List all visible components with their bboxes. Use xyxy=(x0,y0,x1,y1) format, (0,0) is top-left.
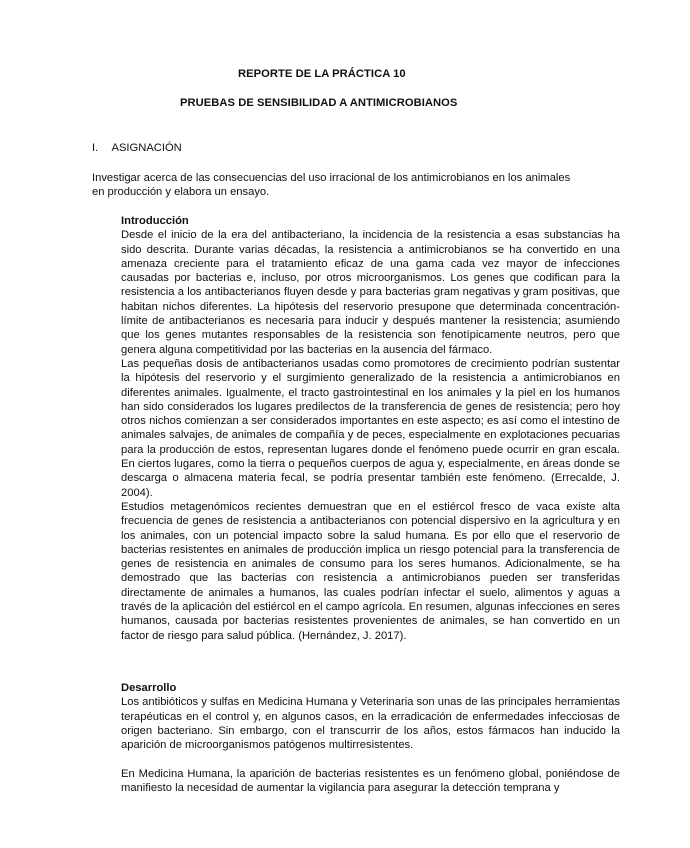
report-title: REPORTE DE LA PRÁCTICA 10 xyxy=(238,68,406,80)
introduccion-paragraph: Las pequeñas dosis de antibacterianos usadas como promotores de crecimiento podrían sustentar la hipótesis del reservorio y el surgimiento generalizado de la resistencia a antimicrobianos en diferentes animales. Igualmente, el tracto gastrointestinal en los animales y la piel en los humanos han sido considerados los lugares predilectos de la transferencia de genes de resistencia; pero hoy otros nichos comienzan a ser considerados importantes en este aspecto; es así como el intestino de animales salvajes, de animales de compañía y de peces, especialmente en explotaciones pecuarias para la producción de estos, representan lugares donde el fenómeno puede ocurrir en gran escala. En ciertos lugares, como la tierra o pequeños cuerpos de agua y, especialmente, en áreas donde se descarga o almacena materia fecal, se podría presentar también este fenómeno. (Errecalde, J. 2004). xyxy=(121,357,620,499)
desarrollo-heading: Desarrollo xyxy=(121,682,177,694)
introduccion-heading: Introducción xyxy=(121,215,189,227)
desarrollo-paragraph: Los antibióticos y sulfas en Medicina Humana y Veterinaria son unas de las principales herramientas terapéuticas en el control y, en algunos casos, en la erradicación de enfermedades infecciosas de origen bacteriano. Sin embargo, con el transcurrir de los años, estos fármacos han inducido la aparición de microorganismos patógenos multirresistentes. xyxy=(121,696,620,752)
introduccion-paragraph: Desde el inicio de la era del antibacteriano, la incidencia de la resistencia a esas substancias ha sido descrita. Durante varias décadas, la resistencia a antimicrobianos se ha convertido en una amenaza creciente para el tratamiento eficaz de una gama cada vez mayor de infecciones causadas por bacterias e, incluso, por otros microorganismos. Los genes que codifican para la resistencia a los antibacterianos fluyen desde y para bacterias gram negativas y gram positivas, que habitan nichos diferentes. La hipótesis del reservorio presupone que determinada concentración-límite de antibacterianos es necesaria para inducir y después mantener la resistencia; asumiendo que los genes mutantes responsables de la resistencia son fenotípicamente neutros, pero que genera alguna competitividad por las bacterias en la ausencia del fármaco. xyxy=(121,229,620,356)
desarrollo-paragraph: En Medicina Humana, la aparición de bacterias resistentes es un fenómeno global, poniéndose de manifiesto la necesidad de aumentar la vigilancia para asegurar la detección temprana y xyxy=(121,767,620,795)
section-number: I. xyxy=(92,142,99,154)
desarrollo-section xyxy=(121,681,620,795)
paragraph-gap xyxy=(121,752,620,766)
section-heading xyxy=(92,142,182,154)
section-title: ASIGNACIÓN xyxy=(111,142,182,154)
assignment-text: Investigar acerca de las consecuencias del uso irracional de los antimicrobianos en los animales en producción y elabora un ensayo. xyxy=(92,172,571,199)
report-subtitle: PRUEBAS DE SENSIBILIDAD A ANTIMICROBIANOS xyxy=(180,97,458,109)
introduccion-section xyxy=(121,214,620,643)
introduccion-paragraph: Estudios metagenómicos recientes demuestran que en el estiércol fresco de vaca existe alta frecuencia de genes de resistencia a antibacterianos con potencial dispersivo en la agricultura y en los animales, con un potencial impacto sobre la salud humana. Es por ello que el reservorio de bacterias resistentes en animales de producción implica un riesgo potencial para la transferencia de genes de resistencia en animales de consumo para los seres humanos. Adicionalmente, se ha demostrado que las bacterias con resistencia a antimicrobianos pueden ser transferidas directamente de animales a humanos, las cuales podrían infectar el suelo, alimentos y aguas a través de la aplicación del estiércol en el campo agrícola. En resumen, algunas infecciones en seres humanos, causada por bacterias resistentes provenientes de animales, se han convertido en un factor de riesgo para salud pública. (Hernández, J. 2017). xyxy=(121,500,620,642)
